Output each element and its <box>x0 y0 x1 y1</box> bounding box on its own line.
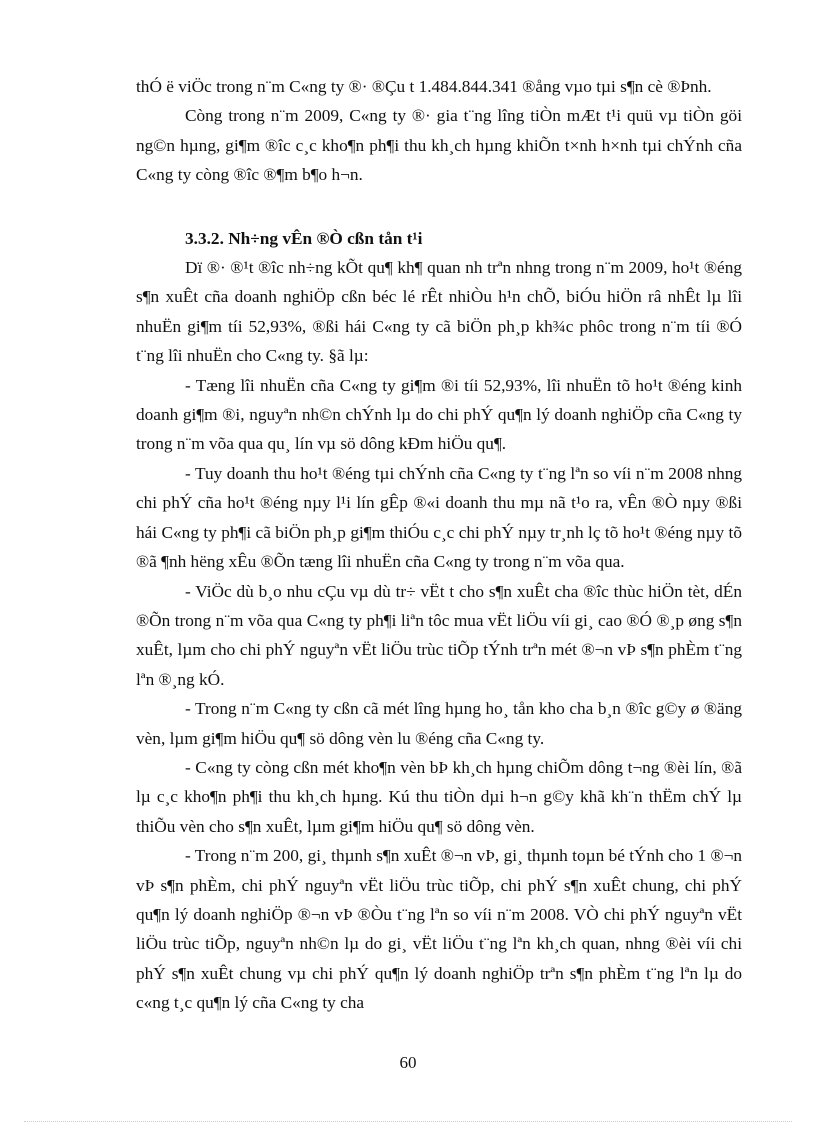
bullet-paragraph: - ViÖc dù b¸o nhu cÇu vµ dù tr÷ vËt t cho s¶n xuÊt cha ®îc thùc hiÖn tèt, dÉn ®Õn trong n¨m võa qua C«ng ty ph¶i liªn tôc mua vËt liÖu víi gi¸ cao ®Ó ®¸p øng s¶n xuÊt, lµm cho chi phÝ nguyªn vËt liÖu trùc tiÕp tÝnh trªn mét ®¬n vÞ s¶n phÈm t¨ng lªn ®¸ng kÓ. <box>136 581 742 689</box>
bullet-paragraph: - C«ng ty còng cßn mét kho¶n vèn bÞ kh¸ch hµng chiÕm dông t¬ng ®èi lín, ®ã lµ c¸c kho¶n ph¶i thu kh¸ch hµng. Kú thu tiÒn dµi h¬n g©y khã kh¨n thËm chÝ lµ thiÕu vèn cho s¶n xuÊt, lµm gi¶m hiÖu qu¶ sö dông vèn. <box>136 757 742 836</box>
section-heading: 3.3.2. Nh÷ng vÊn ®Ò cßn tån t¹i <box>185 228 423 248</box>
page-number: 60 <box>399 1053 417 1072</box>
footer-divider <box>24 1121 792 1122</box>
bullet-paragraph: - Tæng lîi nhuËn cña C«ng ty gi¶m ®i tíi 52,93%, lîi nhuËn tõ ho¹t ®éng kinh doanh gi¶m ®i, nguyªn nh©n chÝnh lµ do chi phÝ qu¶n lý doanh nghiÖp cña C«ng ty trong n¨m võa qua qu¸ lín vµ sö dông kÐm hiÖu qu¶. <box>136 375 742 454</box>
paragraph: Dï ®· ®¹t ®îc nh÷ng kÕt qu¶ kh¶ quan nh trªn nhng trong n¨m 2009, ho¹t ®éng s¶n xuÊt cña doanh nghiÖp cßn béc lé rÊt nhiÒu h¹n chÕ, biÓu hiÖn râ nhÊt lµ lîi nhuËn gi¶m tíi 52,93%, ®ßi hái C«ng ty cã biÖn ph¸p kh¾c phôc trong n¨m tíi ®Ó t¨ng lîi nhuËn cho C«ng ty. §ã lµ: <box>136 258 742 366</box>
paragraph: Còng trong n¨m 2009, C«ng ty ®· gia t¨ng lîng tiÒn mÆt t¹i quü vµ tiÒn göi ng©n hµng, gi¶m ®îc c¸c kho¶n ph¶i thu kh¸ch hµng khiÕn t×nh h×nh tµi chÝnh cña C«ng ty còng ®îc ®¶m b¶o h¬n. <box>136 106 742 185</box>
bullet-paragraph: - Trong n¨m C«ng ty cßn cã mét lîng hµng ho¸ tån kho cha b¸n ®îc g©y ø ®äng vèn, lµm gi¶m hiÖu qu¶ sö dông vèn lu ®éng cña C«ng ty. <box>136 699 742 748</box>
bullet-paragraph: - Trong n¨m 200, gi¸ thµnh s¶n xuÊt ®¬n vÞ, gi¸ thµnh toµn bé tÝnh cho 1 ®¬n vÞ s¶n phÈm, chi phÝ nguyªn vËt liÖu trùc tiÕp, chi phÝ s¶n xuÊt chung, chi phÝ qu¶n lý doanh nghiÖp ®¬n vÞ ®Òu t¨ng lªn so víi n¨m 2008. VÒ chi phÝ nguyªn vËt liÖu trùc tiÕp, nguyªn nh©n lµ do gi¸ vËt liÖu t¨ng lªn kh¸ch quan, nhng ®èi víi chi phÝ s¶n xuÊt chung vµ chi phÝ qu¶n lý doanh nghiÖp trªn s¶n phÈm t¨ng lªn lµ do c«ng t¸c qu¶n lý cña C«ng ty cha <box>136 846 742 1013</box>
paragraph: thÓ ë viÖc trong n¨m C«ng ty ®· ®Çu t 1.484.844.341 ®ång vµo tµi s¶n cè ®Þnh. <box>136 77 712 96</box>
bullet-paragraph: - Tuy doanh thu ho¹t ®éng tµi chÝnh cña C«ng ty t¨ng lªn so víi n¨m 2008 nhng chi phÝ cña ho¹t ®éng nµy l¹i lín gÊp ®«i doanh thu mµ nã t¹o ra, vÊn ®Ò nµy ®ßi hái C«ng ty ph¶i cã biÖn ph¸p gi¶m thiÓu c¸c chi phÝ nµy tr¸nh lç tõ ho¹t ®éng nµy tõ ®ã ¶nh hëng xÊu ®Õn tæng lîi nhuËn cña C«ng ty trong n¨m võa qua. <box>136 463 742 572</box>
body-text <box>136 72 742 1018</box>
